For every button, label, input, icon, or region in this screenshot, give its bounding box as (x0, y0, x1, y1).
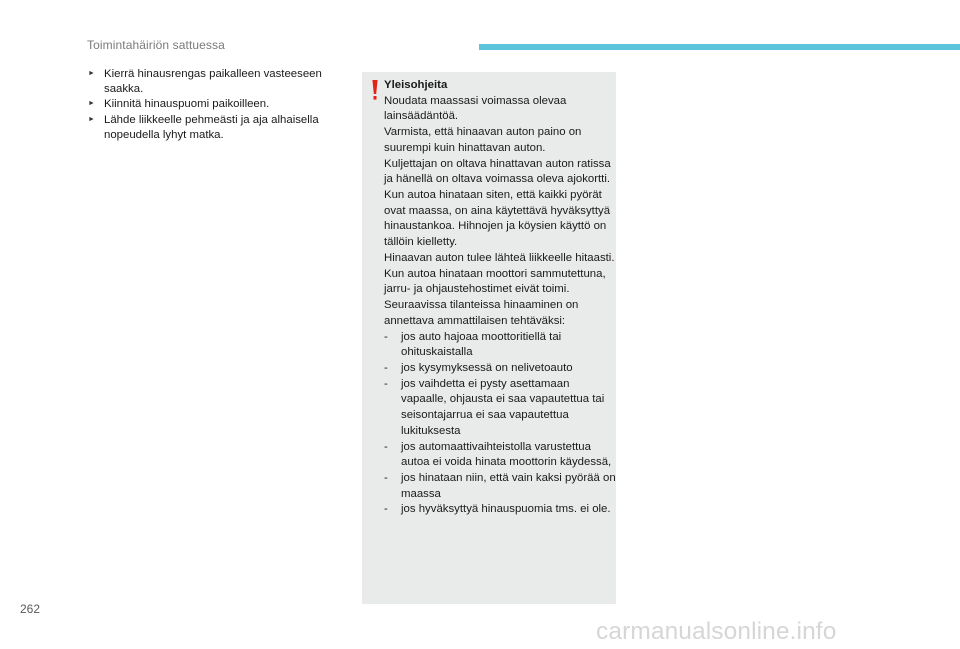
warning-paragraph: Seuraavissa tilanteissa hinaaminen on annettava ammattilaisen tehtäväksi: (384, 299, 579, 327)
warning-paragraph: Kuljettajan on oltava hinattavan auton ratissa ja hänellä on oltava voimassa oleva ajokortti. (384, 157, 611, 186)
page-number: 262 (20, 602, 41, 616)
list-item-text: jos hinataan niin, että vain kaksi pyörää on maassa (401, 471, 616, 500)
instruction-text: Kierrä hinausrengas paikalleen vasteeseen saakka. (104, 68, 322, 96)
list-item (384, 330, 616, 361)
warning-paragraph: Noudata maassasi voimassa olevaa lainsäädäntöä. (384, 94, 567, 123)
warning-paragraph: Varmista, että hinaavan auton paino on suurempi kuin hinattavan auton. (384, 126, 582, 154)
exclamation-icon (372, 80, 378, 100)
list-item (384, 361, 616, 377)
arrow-bullet-icon: ► (88, 115, 95, 123)
section-title: Toimintahäiriön sattuessa (87, 38, 225, 52)
list-item (384, 471, 616, 502)
warning-list (384, 330, 616, 519)
instruction-item (87, 67, 349, 97)
list-item-text: jos auto hajoaa moottoritiellä tai ohituskaistalla (401, 330, 562, 359)
list-marker: - (384, 440, 388, 453)
list-marker: - (384, 377, 388, 390)
list-marker: - (384, 471, 388, 484)
watermark: carmanualsonline.info (596, 618, 837, 645)
list-marker: - (384, 361, 388, 374)
list-item-text: jos vaihdetta ei pysty asettamaan vapaalle, ohjausta ei saa vapautettua tai seisontajarrua ei saa vapautettua lukituksesta (401, 377, 605, 437)
instruction-list (87, 67, 349, 143)
list-item-text: jos kysymyksessä on nelivetoauto (401, 361, 573, 374)
warning-content (384, 78, 616, 518)
list-marker: - (384, 503, 388, 516)
list-marker: - (384, 330, 388, 343)
warning-paragraph: Hinaavan auton tulee lähteä liikkeelle hitaasti. (384, 251, 615, 264)
arrow-bullet-icon: ► (88, 100, 95, 108)
instruction-item (87, 97, 349, 112)
warning-paragraph: Kun autoa hinataan siten, että kaikki pyörät ovat maassa, on aina käytettävä hyväksyttyä hinaustankoa. Hihnojen ja köysien käyttö on tällöin kielletty. (384, 189, 611, 249)
list-item-text: jos hyväksyttyä hinauspuomia tms. ei ole. (401, 503, 611, 516)
instruction-text: Lähde liikkeelle pehmeästi ja aja alhaisella nopeudella lyhyt matka. (104, 113, 319, 141)
instruction-text: Kiinnitä hinauspuomi paikoilleen. (104, 98, 270, 111)
list-item (384, 502, 616, 518)
list-item-text: jos automaattivaihteistolla varustettua autoa ei voida hinata moottorin käydessä, (401, 440, 612, 469)
list-item (384, 377, 616, 440)
list-item (384, 440, 616, 471)
arrow-bullet-icon: ► (88, 70, 95, 77)
warning-paragraph: Kun autoa hinataan moottori sammutettuna, jarru- ja ohjaustehostimet eivät toimi. (384, 267, 606, 296)
warning-heading: Yleisohjeita (384, 79, 448, 91)
header-accent-bar (479, 44, 960, 50)
instruction-item (87, 113, 349, 143)
